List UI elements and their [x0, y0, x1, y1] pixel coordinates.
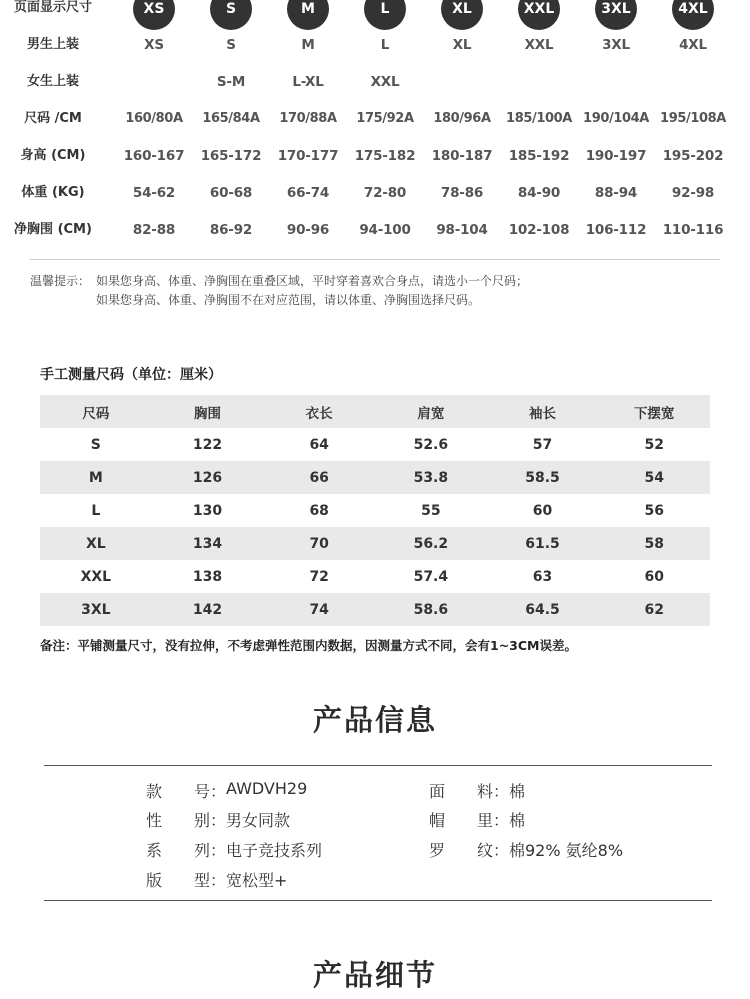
table-row [40, 527, 710, 560]
measure-table [40, 395, 710, 626]
column-header: 下摆宽 [633, 405, 675, 422]
size-row-men [0, 33, 750, 57]
table-cell: 64.5 [525, 601, 560, 618]
size-cell: 94-100 [359, 222, 411, 238]
table-cell: 130 [192, 502, 223, 519]
size-cell: 92-98 [671, 185, 715, 201]
tips-line-1: 如果您身高、体重、净胸围在重叠区域，平时穿着喜欢合身点，请选小一个尺码； [96, 274, 529, 288]
table-cell: XL [85, 535, 106, 552]
table-cell: 52.6 [413, 436, 449, 453]
size-cell: 72-80 [363, 185, 407, 201]
size-cell: 110-116 [662, 222, 724, 238]
divider [44, 900, 712, 901]
size-row-height [0, 144, 750, 168]
table-cell: 70 [309, 535, 329, 552]
table-cell: 56 [644, 502, 664, 519]
row-label: 页面显示尺寸 [13, 0, 92, 15]
table-cell: 60 [644, 568, 664, 585]
size-cell: S-M [216, 74, 246, 90]
divider [30, 259, 720, 260]
row-label: 身高 (CM) [20, 148, 86, 163]
size-badge: M [287, 0, 329, 30]
row-label: 体重 (KG) [21, 185, 85, 200]
table-cell: 122 [192, 436, 223, 453]
product-detail-title: 产品细节 [312, 958, 437, 992]
size-cell: 66-74 [286, 185, 330, 201]
size-cell: 90-96 [286, 222, 330, 238]
size-cell: 82-88 [132, 222, 176, 238]
measure-title: 手工测量尺码（单位：厘米） [40, 367, 222, 383]
table-cell: 142 [192, 601, 223, 618]
size-cell: 180/96A [433, 111, 491, 126]
size-cell: 106-112 [585, 222, 647, 238]
info-value: 棉92% 氨纶8% [509, 841, 624, 860]
info-value: 棉 [509, 811, 526, 830]
size-cell: 195/108A [660, 111, 726, 126]
table-cell: 74 [309, 601, 329, 618]
table-cell: 56.2 [413, 535, 449, 552]
size-cell: XS [144, 37, 164, 53]
info-value: 男女同款 [226, 811, 291, 830]
size-cell: 170/88A [279, 111, 337, 126]
measure-note: 备注：平铺测量尺寸，没有拉伸，不考虑弹性范围内数据，因测量方式不同，会有1~3CM误差。 [40, 638, 577, 653]
table-row [40, 494, 710, 527]
column-header: 胸围 [194, 405, 221, 422]
info-value: 电子竞技系列 [226, 841, 323, 860]
table-cell: 52 [644, 436, 664, 453]
size-row-weight [0, 181, 750, 205]
size-row-chest [0, 218, 750, 242]
size-cell: 54-62 [132, 185, 176, 201]
size-badge: S [210, 0, 252, 30]
size-cell: 175/92A [356, 111, 414, 126]
size-row-code [0, 107, 750, 131]
size-cell: 165/84A [202, 111, 260, 126]
size-badge: 3XL [595, 0, 637, 30]
size-cell: 4XL [679, 37, 707, 53]
table-cell: 61.5 [525, 535, 560, 552]
table-cell: 62 [644, 601, 664, 618]
table-cell: 53.8 [413, 469, 449, 486]
size-cell: 84-90 [517, 185, 561, 201]
table-cell: 134 [192, 535, 223, 552]
table-row [40, 593, 710, 626]
table-row [40, 461, 710, 494]
table-cell: 58.5 [525, 469, 560, 486]
table-cell: 58.6 [413, 601, 449, 618]
table-cell: 57.4 [413, 568, 449, 585]
size-cell: L-XL [292, 74, 324, 90]
size-cell: 86-92 [209, 222, 253, 238]
table-cell: M [88, 469, 103, 486]
table-row [40, 560, 710, 593]
size-cell: 190-197 [585, 148, 647, 164]
size-badge: XL [441, 0, 483, 30]
table-cell: 126 [192, 469, 223, 486]
table-cell: L [91, 502, 101, 519]
divider [44, 765, 712, 766]
table-header-row [40, 395, 710, 428]
row-label: 尺码 /CM [24, 111, 82, 126]
row-label: 女生上装 [26, 74, 79, 89]
product-info-title: 产品信息 [312, 703, 437, 737]
size-row-display [0, 0, 750, 24]
column-header: 衣长 [305, 405, 333, 422]
size-cell: M [301, 37, 315, 53]
size-cell: XL [452, 37, 472, 53]
row-label: 净胸围 (CM) [14, 222, 92, 237]
row-label: 男生上装 [26, 37, 79, 52]
size-badge: L [364, 0, 406, 30]
size-cell: 170-177 [277, 148, 339, 164]
size-cell: L [380, 37, 390, 53]
size-cell: S [226, 37, 236, 53]
table-cell: 55 [421, 502, 441, 519]
column-header: 尺码 [82, 405, 110, 422]
table-cell: 64 [309, 436, 329, 453]
size-cell: 195-202 [662, 148, 724, 164]
table-row [40, 428, 710, 461]
size-badge: XXL [518, 0, 560, 30]
size-cell: 98-104 [436, 222, 488, 238]
size-cell: 160-167 [123, 148, 185, 164]
table-cell: 63 [532, 568, 553, 585]
size-cell: 175-182 [354, 148, 416, 164]
size-cell: 165-172 [200, 148, 262, 164]
size-cell: XXL [370, 74, 400, 90]
size-cell: 160/80A [125, 111, 183, 126]
table-cell: 138 [192, 568, 223, 585]
table-cell: 68 [309, 502, 329, 519]
size-cell: 180-187 [431, 148, 493, 164]
size-badge: XS [133, 0, 175, 30]
size-cell: 185-192 [508, 148, 570, 164]
info-value: 棉 [509, 782, 526, 801]
column-header: 袖长 [529, 405, 557, 422]
column-header: 肩宽 [417, 405, 445, 422]
table-cell: 58 [644, 535, 664, 552]
table-cell: 60 [532, 502, 553, 519]
table-cell: 72 [309, 568, 329, 585]
size-badge: 4XL [672, 0, 714, 30]
info-value: 宽松型+ [226, 871, 288, 890]
size-cell: 78-86 [440, 185, 484, 201]
info-value: AWDVH29 [226, 779, 308, 798]
size-cell: 185/100A [506, 111, 572, 126]
size-cell: 102-108 [508, 222, 570, 238]
table-cell: XXL [80, 568, 112, 585]
tips-label: 温馨提示： [30, 274, 91, 288]
table-cell: 54 [644, 469, 664, 486]
size-cell: 88-94 [594, 185, 638, 201]
table-cell: 66 [309, 469, 329, 486]
size-cell: 190/104A [583, 111, 649, 126]
table-cell: 57 [532, 436, 553, 453]
size-cell: 60-68 [209, 185, 253, 201]
table-cell: 3XL [81, 601, 111, 618]
tips-line-2: 如果您身高、体重、净胸围不在对应范围，请以体重、净胸围选择尺码。 [96, 293, 481, 307]
size-cell: XXL [524, 37, 554, 53]
size-row-women [0, 70, 750, 94]
table-cell: S [90, 436, 101, 453]
size-cell: 3XL [602, 37, 630, 53]
